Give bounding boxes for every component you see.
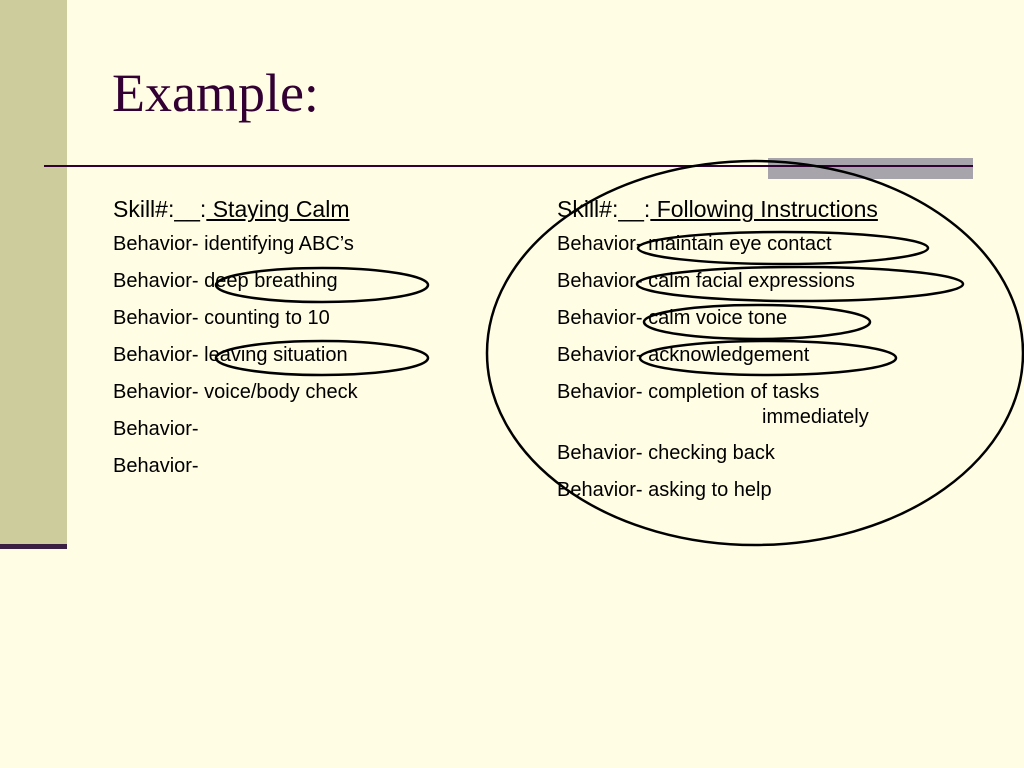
behavior-item: Behavior- acknowledgement [557,344,810,366]
skill-prefix: Skill#:__: [557,196,651,222]
skill-prefix: Skill#:__: [113,196,207,222]
behavior-text: Behavior- completion of tasks [557,381,820,403]
behavior-item: Behavior- leaving situation [113,344,348,366]
behavior-item: Behavior- identifying ABC’s [113,233,354,255]
behavior-item: Behavior- calm voice tone [557,307,788,329]
skill-column-staying-calm [113,196,358,491]
skill-name: Following Instructions [650,196,878,222]
behavior-item: Behavior- maintain eye contact [557,233,832,255]
skill-heading [113,196,358,223]
behavior-item: Behavior- voice/body check [113,381,358,403]
behavior-item: Behavior- deep breathing [113,270,338,292]
behavior-item: Behavior- checking back [557,442,775,464]
skill-heading [557,196,878,223]
left-sidebar-tab [0,544,67,549]
left-sidebar-bar [0,0,67,548]
behavior-item: Behavior- calm facial expressions [557,270,855,292]
behavior-continuation: immediately [762,406,869,428]
slide-title: Example: [112,63,319,123]
behavior-item: Behavior- [113,418,199,440]
behavior-item: Behavior- counting to 10 [113,307,330,329]
skill-column-following-instructions [557,196,878,515]
behavior-item: Behavior- [113,455,199,477]
behavior-item [557,380,878,430]
title-accent-bar [768,158,973,179]
title-rule [44,165,973,167]
behavior-item: Behavior- asking to help [557,479,772,501]
skill-name: Staying Calm [206,196,350,222]
